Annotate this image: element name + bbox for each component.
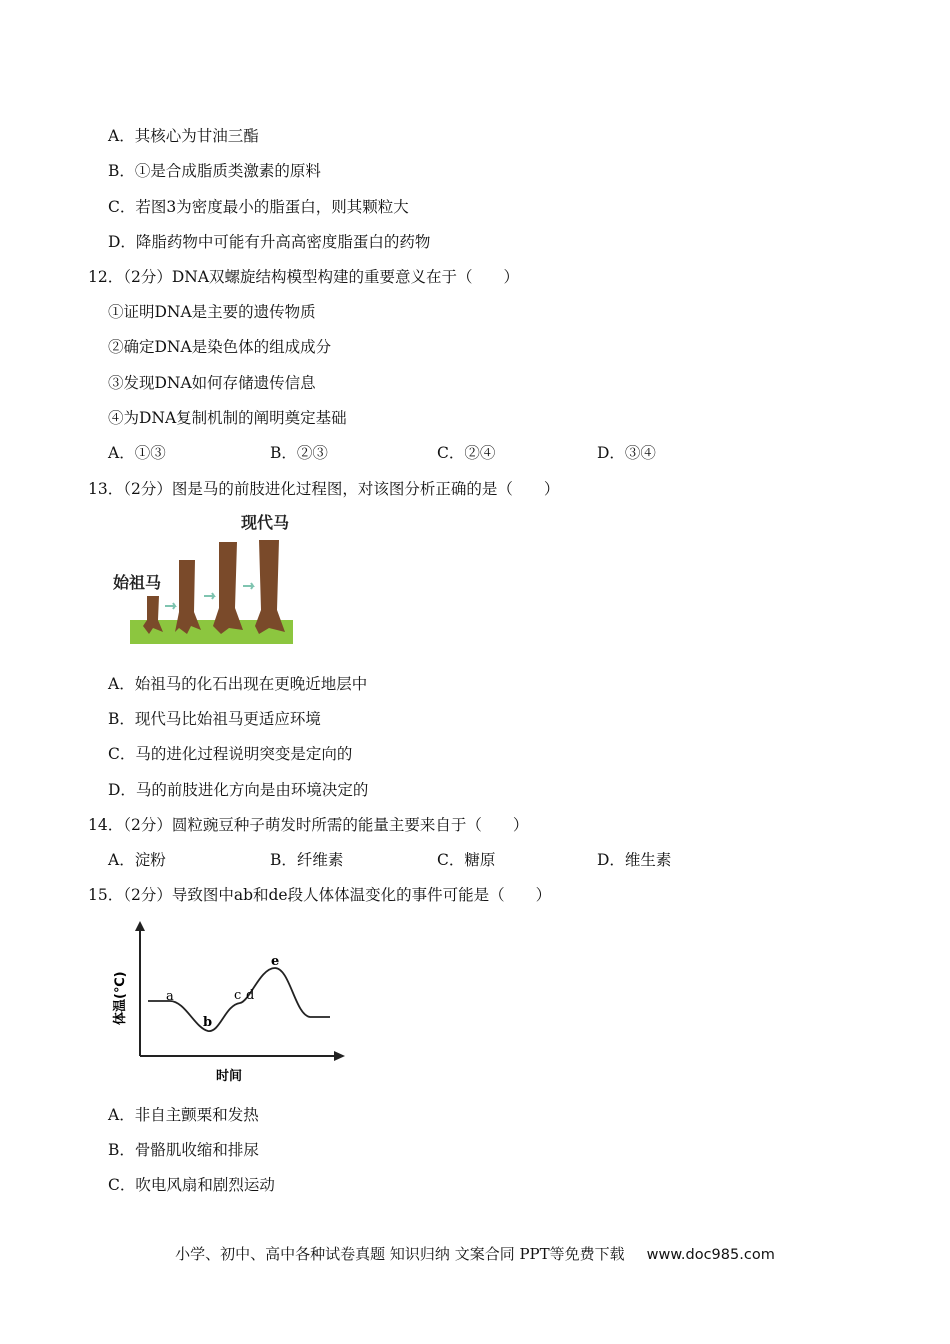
q13-option-a: A．始祖马的化石出现在更晚近地层中 xyxy=(108,675,368,693)
label-modern-horse: 现代马 xyxy=(241,513,290,532)
q12-option-a: A．①③ xyxy=(108,444,166,462)
q14-option-a: A．淀粉 xyxy=(108,851,166,869)
q15-stem: 15．（2分）导致图中ab和de段人体体温变化的事件可能是（ ） xyxy=(88,886,552,904)
q15-option-b: B．骨骼肌收缩和排尿 xyxy=(108,1141,259,1159)
x-axis-label: 时间 xyxy=(216,1069,243,1084)
q12-statement-4: ④为DNA复制机制的阐明奠定基础 xyxy=(108,409,347,427)
q12-stem: 12．（2分）DNA双螺旋结构模型构建的重要意义在于（ ） xyxy=(88,268,520,286)
q12-statement-1: ①证明DNA是主要的遗传物质 xyxy=(108,303,316,321)
leg-modern xyxy=(255,540,285,634)
q11-option-c: C．若图3为密度最小的脂蛋白，则其颗粒大 xyxy=(108,198,409,216)
arrow-1 xyxy=(165,603,175,609)
q11-option-b: B．①是合成脂质类激素的原料 xyxy=(108,162,321,180)
q14-option-b: B．纤维素 xyxy=(270,851,344,869)
y-axis-arrow xyxy=(135,921,145,931)
body-temperature-graph xyxy=(100,913,350,1088)
q11-option-d: D．降脂药物中可能有升高高密度脂蛋白的药物 xyxy=(108,233,431,251)
q14-option-d: D．维生素 xyxy=(597,851,672,869)
point-c-label: c xyxy=(234,988,242,1003)
q13-option-d: D．马的前肢进化方向是由环境决定的 xyxy=(108,781,369,799)
point-d-label: d xyxy=(246,988,255,1003)
q12-statement-2: ②确定DNA是染色体的组成成分 xyxy=(108,338,332,356)
horse-evolution-illustration xyxy=(113,508,293,648)
q12-option-b: B．②③ xyxy=(270,444,328,462)
arrow-2 xyxy=(204,593,214,599)
q13-option-b: B．现代马比始祖马更适应环境 xyxy=(108,710,321,728)
x-axis-arrow xyxy=(334,1051,345,1061)
body-temperature-figure xyxy=(100,913,350,1088)
point-b-label: b xyxy=(203,1015,213,1030)
arrow-3 xyxy=(243,583,253,589)
q15-option-c: C．吹电风扇和剧烈运动 xyxy=(108,1176,275,1194)
q11-option-a: A．其核心为甘油三酯 xyxy=(108,127,259,145)
q14-option-c: C．糖原 xyxy=(437,851,496,869)
q14-stem: 14．（2分）圆粒豌豆种子萌发时所需的能量主要来自于（ ） xyxy=(88,816,529,834)
y-axis-label: 体温(℃) xyxy=(113,971,128,1025)
footer-text: 小学、初中、高中各种试卷真题 知识归纳 文案合同 PPT等免费下载 xyxy=(175,1245,625,1263)
leg-third xyxy=(213,542,243,634)
point-a-label: a xyxy=(166,989,174,1004)
q15-option-a: A．非自主颤栗和发热 xyxy=(108,1106,259,1124)
q12-option-d: D．③④ xyxy=(597,444,656,462)
point-e-label: e xyxy=(271,954,280,969)
label-ancestor-horse: 始祖马 xyxy=(113,573,162,592)
q13-option-c: C．马的进化过程说明突变是定向的 xyxy=(108,745,353,763)
page-footer xyxy=(0,1243,950,1264)
horse-evolution-figure xyxy=(113,508,293,648)
q12-statement-3: ③发现DNA如何存储遗传信息 xyxy=(108,374,316,392)
footer-site-link[interactable]: www.doc985.com xyxy=(646,1247,775,1263)
q13-stem: 13．（2分）图是马的前肢进化过程图，对该图分析正确的是（ ） xyxy=(88,480,560,498)
leg-second xyxy=(175,560,201,634)
q12-option-c: C．②④ xyxy=(437,444,496,462)
